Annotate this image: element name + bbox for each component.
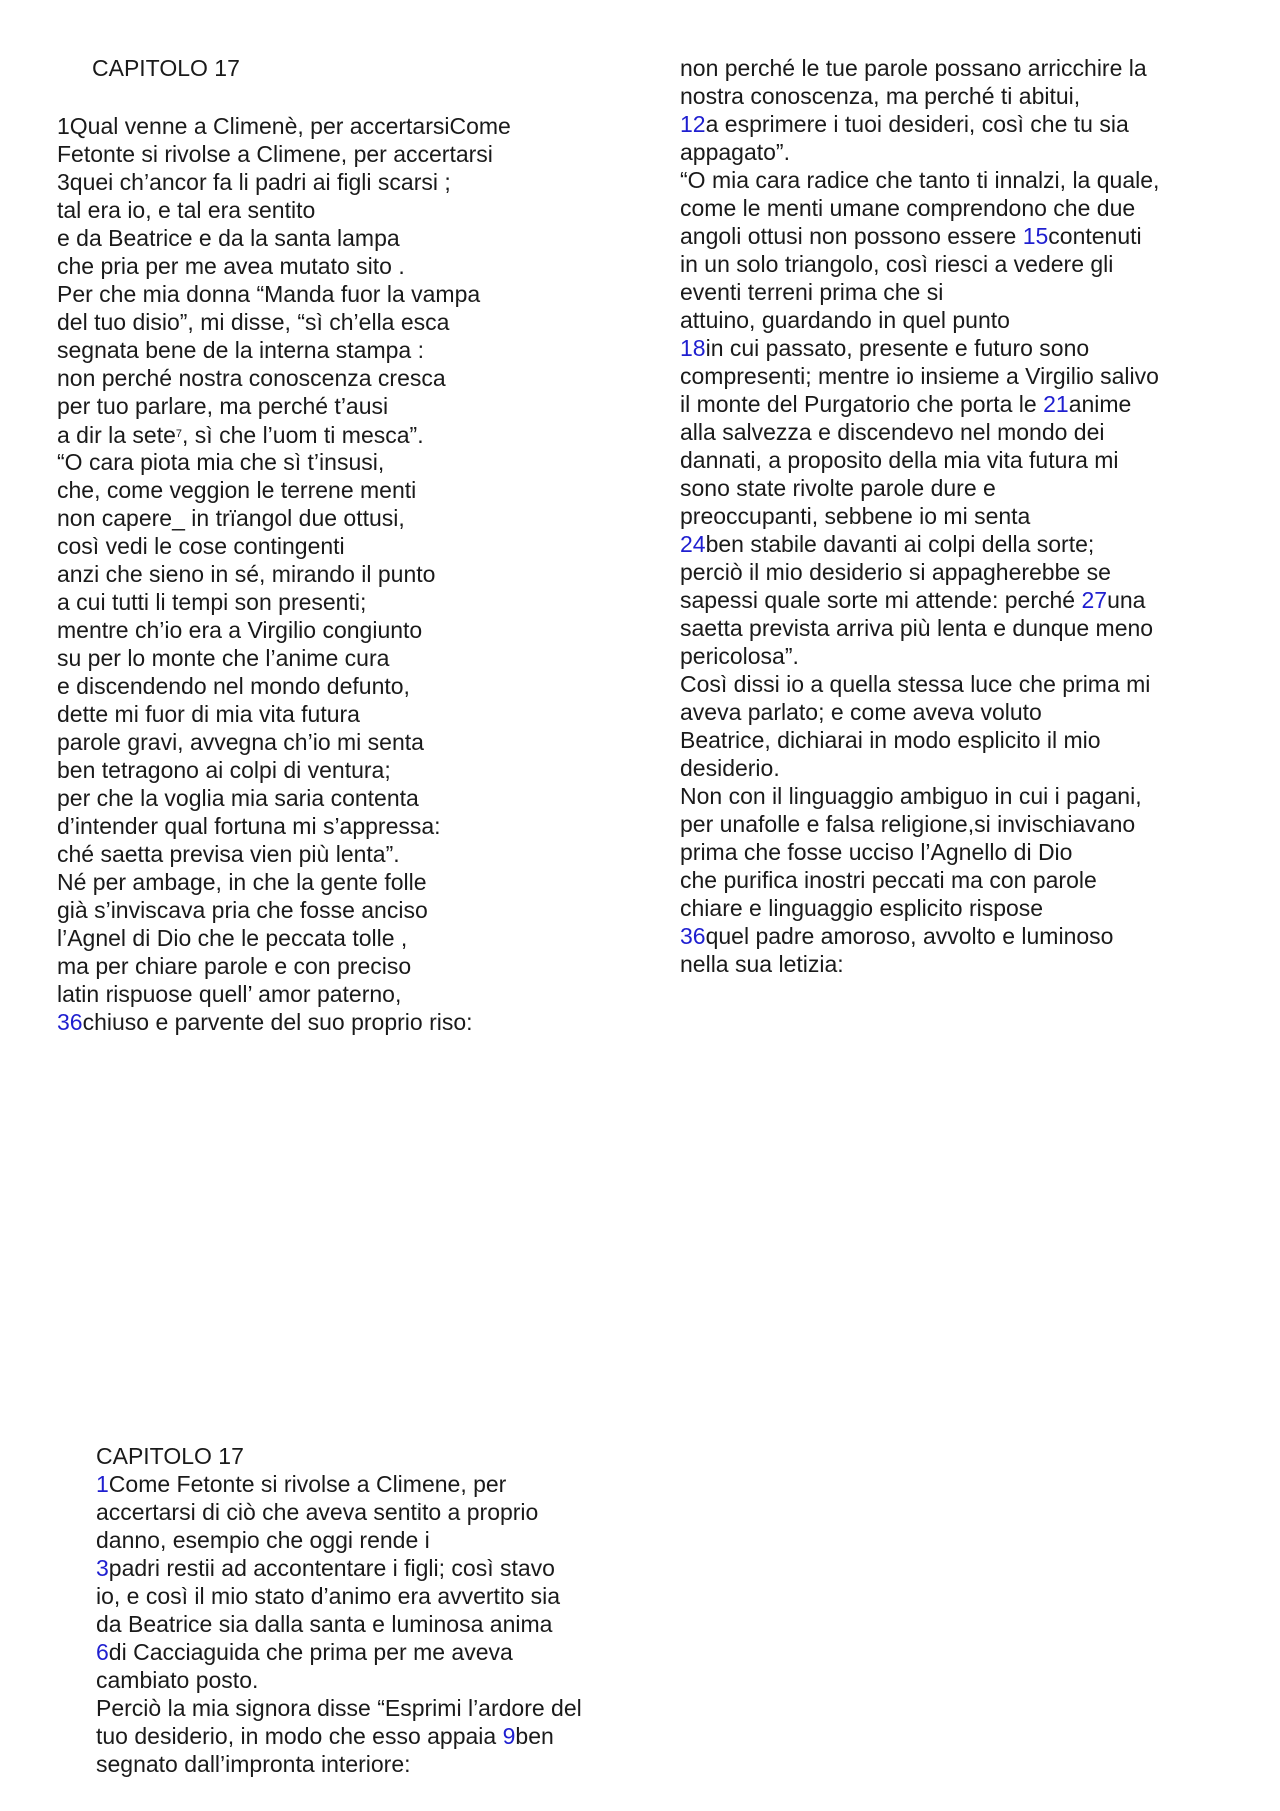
line-text: già s’inviscava pria che fosse anciso: [57, 897, 428, 923]
text-line: [680, 866, 1159, 894]
line-text: da Beatrice sia dalla santa e luminosa anima: [96, 1611, 553, 1637]
line-text: compresenti; mentre io insieme a Virgilio salivo: [680, 363, 1159, 389]
text-line: [96, 1582, 582, 1610]
text-line: [680, 754, 1159, 782]
text-line: [57, 1008, 511, 1036]
text-line: [680, 838, 1159, 866]
line-text: in un solo triangolo, così riesci a vedere gli: [680, 251, 1114, 277]
text-line: [680, 110, 1159, 138]
line-text: Per che mia donna “Manda fuor la vampa: [57, 281, 481, 307]
bottom-block-title: CAPITOLO 17: [96, 1443, 244, 1469]
line-text: padri restii ad accontentare i figli; così stavo: [108, 1555, 555, 1581]
text-line: [57, 812, 511, 840]
text-line: [57, 560, 511, 588]
line-text: io, e così il mio stato d’animo era avvertito sia: [96, 1583, 561, 1609]
text-line: [680, 558, 1159, 586]
line-text: quel padre amoroso, avvolto e luminoso: [705, 923, 1114, 949]
line-text: chiare e linguaggio esplicito rispose: [680, 895, 1044, 921]
line-text: segnata bene de la interna stampa :: [57, 337, 424, 363]
line-text: Né per ambage, in che la gente folle: [57, 869, 427, 895]
text-line: [57, 168, 511, 196]
text-line: [96, 1554, 582, 1582]
text-line: [57, 392, 511, 420]
text-line: [57, 616, 511, 644]
line-text: Perciò la mia signora disse “Esprimi l’ardore del: [96, 1695, 582, 1721]
line-text: d’intender qual fortuna mi s’appressa:: [57, 813, 441, 839]
verse-number: 18: [680, 335, 706, 361]
verse-number: 1: [96, 1471, 109, 1497]
line-text: per unafolle e falsa religione,si invischiavano: [680, 811, 1136, 837]
line-text: alla salvezza e discendevo nel mondo dei: [680, 419, 1105, 445]
line-text: perciò il mio desiderio si appagherebbe se: [680, 559, 1111, 585]
line-text: a cui tutti li tempi son presenti;: [57, 589, 367, 615]
line-text: non capere_ in trïangol due ottusi,: [57, 505, 405, 531]
translation-page-block: [96, 1442, 582, 1778]
text-line: [57, 448, 511, 476]
line-text: Non con il linguaggio ambiguo in cui i pagani,: [680, 783, 1142, 809]
text-line: [96, 1722, 582, 1750]
line-text: chiuso e parvente del suo proprio riso:: [82, 1009, 473, 1035]
text-line: [680, 418, 1159, 446]
text-line: [57, 280, 511, 308]
text-line: [57, 588, 511, 616]
line-text: che, come veggion le terrene menti: [57, 477, 417, 503]
text-line: [680, 922, 1159, 950]
line-text: ma per chiare parole e con preciso: [57, 953, 412, 979]
line-text: a esprimere i tuoi desideri, così che tu sia: [705, 111, 1129, 137]
line-text: 3quei ch’ancor fa li padri ai figli scarsi ;: [57, 169, 451, 195]
text-line: [680, 166, 1159, 194]
left-column-title: CAPITOLO 17: [92, 55, 240, 81]
text-line: [57, 336, 511, 364]
verse-number: 12: [680, 111, 706, 137]
line-text: aveva parlato; e come aveva voluto: [680, 699, 1042, 725]
text-line: [680, 278, 1159, 306]
text-line: [57, 700, 511, 728]
line-text: tal era io, e tal era sentito: [57, 197, 316, 223]
line-text: appagato”.: [680, 139, 790, 165]
text-line: [680, 950, 1159, 978]
line-text: come le menti umane comprendono che due: [680, 195, 1136, 221]
text-line: [57, 476, 511, 504]
text-line: [57, 672, 511, 700]
text-line: [680, 698, 1159, 726]
text-line: [680, 222, 1159, 250]
text-line: [680, 810, 1159, 838]
line-text: preoccupanti, sebbene io mi senta: [680, 503, 1031, 529]
text-line: [57, 140, 511, 168]
line-text: di Cacciaguida che prima per me aveva: [108, 1639, 513, 1665]
text-line: [57, 364, 511, 392]
line-text: latin rispuose quell’ amor paterno,: [57, 981, 402, 1007]
text-line: [680, 390, 1159, 418]
text-line: [680, 474, 1159, 502]
line-text: mentre ch’io era a Virgilio congiunto: [57, 617, 423, 643]
text-line: [57, 896, 511, 924]
line-text: ché saetta previsa vien più lenta”.: [57, 841, 400, 867]
text-line: [680, 138, 1159, 166]
verse-number: 27: [1081, 587, 1108, 613]
line-text: Così dissi io a quella stessa luce che prima mi: [680, 671, 1151, 697]
line-text: e da Beatrice e da la santa lampa: [57, 225, 400, 251]
line-text: desiderio.: [680, 755, 780, 781]
text-line: [57, 952, 511, 980]
line-text: nella sua letizia:: [680, 951, 844, 977]
line-text: per che la voglia mia saria contenta: [57, 785, 419, 811]
line-text: dannati, a proposito della mia vita futura mi: [680, 447, 1119, 473]
verse-number: 9: [502, 1723, 516, 1749]
translation-column: [680, 54, 1159, 978]
text-line: [680, 306, 1159, 334]
text-line: [57, 980, 511, 1008]
text-line: [57, 756, 511, 784]
line-text: saetta prevista arriva più lenta e dunque meno: [680, 615, 1154, 641]
text-line: [57, 728, 511, 756]
line-text: tuo desiderio, in modo che esso appaia: [96, 1723, 503, 1749]
line-text: prima che fosse ucciso l’Agnello di Dio: [680, 839, 1073, 865]
text-line: [57, 840, 511, 868]
text-line: [96, 1610, 582, 1638]
text-line: [57, 308, 511, 336]
text-line: [680, 194, 1159, 222]
text-line: [57, 420, 511, 448]
text-line: [96, 1750, 582, 1778]
line-text: ben: [515, 1723, 554, 1749]
text-line: [96, 1498, 582, 1526]
verse-number: 15: [1022, 223, 1049, 249]
line-text: , sì che l’uom ti mesca”.: [182, 422, 424, 448]
verse-number: 6: [96, 1639, 109, 1665]
text-line: [57, 504, 511, 532]
text-line: [57, 112, 511, 140]
line-text: che pria per me avea mutato sito .: [57, 253, 405, 279]
verse-number: 36: [57, 1009, 83, 1035]
line-text: “O mia cara radice che tanto ti innalzi, la quale,: [680, 167, 1160, 193]
note-marker: 7: [175, 428, 183, 440]
line-text: danno, esempio che oggi rende i: [96, 1527, 430, 1553]
verse-number: 3: [96, 1555, 109, 1581]
text-line: [680, 726, 1159, 754]
text-line: [96, 1666, 582, 1694]
text-line: [57, 868, 511, 896]
text-line: [680, 642, 1159, 670]
line-text: “O cara piota mia che sì t’insusi,: [57, 449, 385, 475]
line-text: non perché nostra conoscenza cresca: [57, 365, 446, 391]
line-text: Beatrice, dichiarai in modo esplicito il mio: [680, 727, 1101, 753]
line-text: del tuo disio”, mi disse, “sì ch’ella esca: [57, 309, 450, 335]
line-text: e discendendo nel mondo defunto,: [57, 673, 410, 699]
line-text: anzi che sieno in sé, mirando il punto: [57, 561, 436, 587]
verse-number: 21: [1043, 391, 1069, 417]
line-text: Come Fetonte si rivolse a Climene, per: [108, 1471, 507, 1497]
line-text: a dir la sete: [57, 422, 176, 448]
text-line: [680, 250, 1159, 278]
original-text-column: [57, 112, 511, 1036]
line-text: eventi terreni prima che si: [680, 279, 944, 305]
line-text: anime: [1068, 391, 1132, 417]
line-text: in cui passato, presente e futuro sono: [705, 335, 1090, 361]
text-line: [680, 82, 1159, 110]
line-text: l’Agnel di Dio che le peccata tolle ,: [57, 925, 408, 951]
line-text: il monte del Purgatorio che porta le: [680, 391, 1044, 417]
text-line: [680, 586, 1159, 614]
line-text: su per lo monte che l’anime cura: [57, 645, 390, 671]
line-text: accertarsi di ciò che aveva sentito a proprio: [96, 1499, 539, 1525]
text-line: [96, 1638, 582, 1666]
text-line: [57, 644, 511, 672]
line-text: Fetonte si rivolse a Climene, per accertarsi: [57, 141, 493, 167]
line-text: nostra conoscenza, ma perché ti abitui,: [680, 83, 1081, 109]
line-text: non perché le tue parole possano arricchire la: [680, 55, 1147, 81]
text-line: [57, 532, 511, 560]
text-line: [96, 1470, 582, 1498]
text-line: [680, 502, 1159, 530]
text-line: [680, 894, 1159, 922]
text-line: [680, 334, 1159, 362]
line-text: 1Qual venne a Climenè, per accertarsiCome: [57, 113, 511, 139]
verse-number: 24: [680, 531, 706, 557]
text-line: [680, 446, 1159, 474]
text-line: [57, 784, 511, 812]
text-line: [57, 224, 511, 252]
line-text: pericolosa”.: [680, 643, 799, 669]
line-text: sapessi quale sorte mi attende: perché: [680, 587, 1082, 613]
verse-number: 36: [680, 923, 706, 949]
line-text: cambiato posto.: [96, 1667, 259, 1693]
line-text: contenuti: [1048, 223, 1142, 249]
line-text: una: [1107, 587, 1146, 613]
line-text: sono state rivolte parole dure e: [680, 475, 996, 501]
text-line: [57, 252, 511, 280]
text-line: [680, 614, 1159, 642]
line-text: parole gravi, avvegna ch’io mi senta: [57, 729, 424, 755]
text-line: [57, 196, 511, 224]
text-line: [57, 924, 511, 952]
bottom-block-lines: [96, 1470, 582, 1778]
line-text: ben stabile davanti ai colpi della sorte;: [705, 531, 1095, 557]
text-line: [680, 362, 1159, 390]
line-text: attuino, guardando in quel punto: [680, 307, 1010, 333]
line-text: ben tetragono ai colpi di ventura;: [57, 757, 391, 783]
text-line: [96, 1526, 582, 1554]
line-text: per tuo parlare, ma perché t’ausi: [57, 393, 389, 419]
text-line: [96, 1694, 582, 1722]
text-line: [680, 530, 1159, 558]
line-text: così vedi le cose contingenti: [57, 533, 345, 559]
text-line: [680, 782, 1159, 810]
line-text: che purifica inostri peccati ma con parole: [680, 867, 1097, 893]
line-text: dette mi fuor di mia vita futura: [57, 701, 360, 727]
line-text: segnato dall’impronta interiore:: [96, 1751, 411, 1777]
line-text: angoli ottusi non possono essere: [680, 223, 1023, 249]
text-line: [680, 54, 1159, 82]
text-line: [680, 670, 1159, 698]
